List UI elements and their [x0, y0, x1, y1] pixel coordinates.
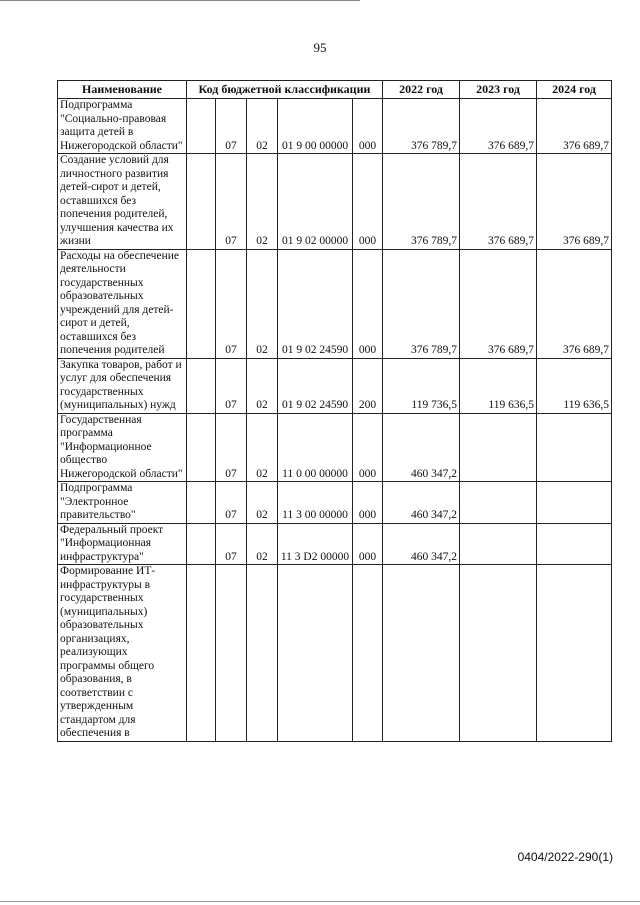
row-value-2023: 119 636,5 — [460, 358, 537, 413]
top-rule — [0, 0, 360, 1]
row-value-2023 — [460, 413, 537, 482]
row-code-target — [278, 565, 353, 742]
bottom-rule — [0, 901, 640, 902]
row-code-expense-type: 000 — [353, 523, 383, 565]
row-value-2024: 119 636,5 — [537, 358, 612, 413]
budget-table — [57, 80, 612, 742]
header-2023: 2023 год — [460, 81, 537, 99]
row-name: Государственная программа "Информационное общество Нижегородской области" — [58, 413, 187, 482]
table-row — [58, 523, 612, 565]
row-code-section: 07 — [216, 249, 247, 358]
row-name: Расходы на обеспечение деятельности государственных образовательных учреждений для детей-сирот и детей, оставшихся без попечения родителей — [58, 249, 187, 358]
table-row — [58, 565, 612, 742]
row-blank-cell — [187, 154, 216, 250]
row-code-section — [216, 565, 247, 742]
header-code: Код бюджетной классификации — [187, 81, 383, 99]
row-value-2023 — [460, 565, 537, 742]
row-value-2024 — [537, 565, 612, 742]
row-code-section: 07 — [216, 523, 247, 565]
table-row — [58, 482, 612, 524]
row-value-2022 — [383, 565, 460, 742]
row-code-subsection: 02 — [247, 413, 278, 482]
row-blank-cell — [187, 482, 216, 524]
row-code-expense-type: 000 — [353, 154, 383, 250]
row-value-2024 — [537, 482, 612, 524]
row-value-2022: 460 347,2 — [383, 523, 460, 565]
row-blank-cell — [187, 358, 216, 413]
row-name: Создание условий для личностного развития детей-сирот и детей, оставшихся без попечения родителей, улучшения качества их жизни — [58, 154, 187, 250]
row-value-2022: 376 789,7 — [383, 249, 460, 358]
row-code-subsection — [247, 565, 278, 742]
row-value-2024: 376 689,7 — [537, 154, 612, 250]
row-code-target: 11 3 D2 00000 — [278, 523, 353, 565]
row-code-target: 01 9 00 00000 — [278, 99, 353, 154]
row-name: Подпрограмма "Социально-правовая защита детей в Нижегородской области" — [58, 99, 187, 154]
table-row — [58, 99, 612, 154]
row-code-subsection: 02 — [247, 523, 278, 565]
table-row — [58, 358, 612, 413]
row-code-expense-type: 000 — [353, 413, 383, 482]
row-code-expense-type: 000 — [353, 99, 383, 154]
row-value-2023 — [460, 523, 537, 565]
row-value-2023: 376 689,7 — [460, 99, 537, 154]
row-name: Формирование ИТ-инфраструктуры в государственных (муниципальных) образовательных организациях, реализующих программы общего образования, в соответствии с утвержденным стандартом для обеспечения в — [58, 565, 187, 742]
row-code-expense-type — [353, 565, 383, 742]
row-value-2022: 376 789,7 — [383, 154, 460, 250]
row-value-2024 — [537, 413, 612, 482]
row-value-2022: 376 789,7 — [383, 99, 460, 154]
row-code-subsection: 02 — [247, 482, 278, 524]
row-code-section: 07 — [216, 413, 247, 482]
row-value-2022: 460 347,2 — [383, 482, 460, 524]
row-value-2024: 376 689,7 — [537, 99, 612, 154]
page-number: 95 — [313, 40, 327, 55]
row-value-2023: 376 689,7 — [460, 154, 537, 250]
row-blank-cell — [187, 413, 216, 482]
row-code-section: 07 — [216, 358, 247, 413]
row-code-subsection: 02 — [247, 358, 278, 413]
row-name: Федеральный проект "Информационная инфраструктура" — [58, 523, 187, 565]
document-code: 0404/2022-290(1) — [517, 850, 613, 864]
row-blank-cell — [187, 565, 216, 742]
row-value-2022: 460 347,2 — [383, 413, 460, 482]
row-code-subsection: 02 — [247, 154, 278, 250]
table-row — [58, 249, 612, 358]
row-code-target: 11 0 00 00000 — [278, 413, 353, 482]
header-2022: 2022 год — [383, 81, 460, 99]
row-name: Подпрограмма "Электронное правительство" — [58, 482, 187, 524]
row-code-section: 07 — [216, 99, 247, 154]
row-code-target: 01 9 02 00000 — [278, 154, 353, 250]
row-code-expense-type: 000 — [353, 249, 383, 358]
row-code-expense-type: 000 — [353, 482, 383, 524]
row-value-2023 — [460, 482, 537, 524]
row-value-2024 — [537, 523, 612, 565]
header-name: Наименование — [58, 81, 187, 99]
table-header-row — [58, 81, 612, 99]
row-code-target: 11 3 00 00000 — [278, 482, 353, 524]
row-blank-cell — [187, 523, 216, 565]
row-code-target: 01 9 02 24590 — [278, 358, 353, 413]
row-code-section: 07 — [216, 482, 247, 524]
table-row — [58, 154, 612, 250]
row-code-subsection: 02 — [247, 99, 278, 154]
row-blank-cell — [187, 99, 216, 154]
row-blank-cell — [187, 249, 216, 358]
table-row — [58, 413, 612, 482]
row-code-expense-type: 200 — [353, 358, 383, 413]
row-code-target: 01 9 02 24590 — [278, 249, 353, 358]
header-2024: 2024 год — [537, 81, 612, 99]
row-code-section: 07 — [216, 154, 247, 250]
row-code-subsection: 02 — [247, 249, 278, 358]
row-name: Закупка товаров, работ и услуг для обеспечения государственных (муниципальных) нужд — [58, 358, 187, 413]
row-value-2023: 376 689,7 — [460, 249, 537, 358]
row-value-2024: 376 689,7 — [537, 249, 612, 358]
row-value-2022: 119 736,5 — [383, 358, 460, 413]
